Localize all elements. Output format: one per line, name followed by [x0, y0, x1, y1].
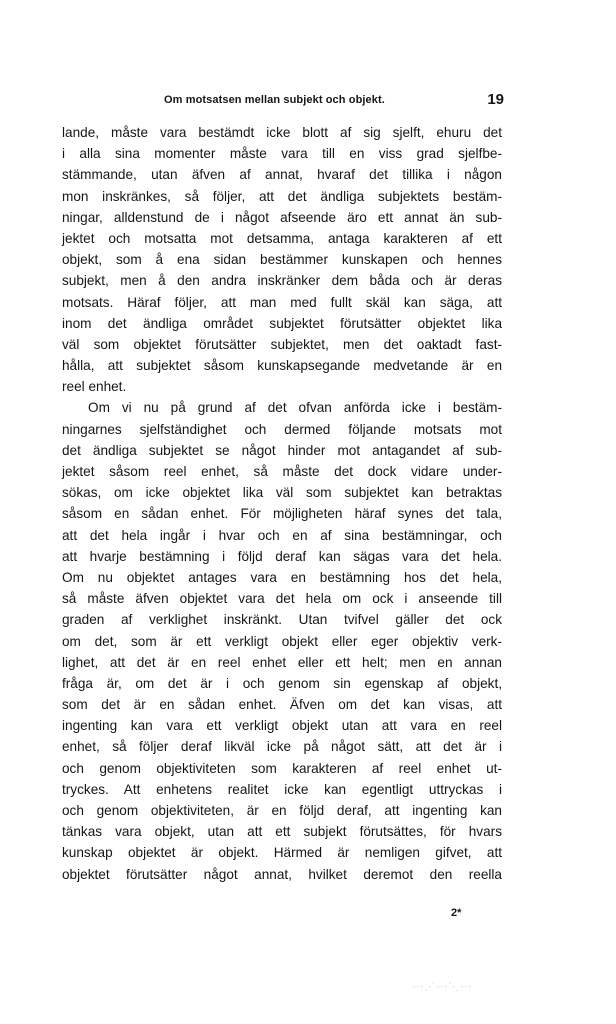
page-number: 19 [487, 91, 504, 108]
running-title: Om motsatsen mellan subjekt och objekt. [164, 94, 385, 106]
text-line: ingenting kan vara ett verkligt objekt utan att vara en reel [62, 718, 502, 734]
paragraph-1 [62, 122, 502, 397]
text-line: hålla, att subjektet såsom kunskapsegande medvetande är en [62, 358, 502, 374]
running-head [164, 91, 504, 111]
text-line: om det, som är ett verkligt objekt eller eger objektiv verk- [62, 633, 502, 649]
text-line: tänkas vara objekt, utan att ett subjekt förutsättes, för hvars [62, 824, 502, 840]
text-line: Om vi nu på grund af det ofvan anförda icke i bestäm- [88, 400, 502, 416]
text-line: enhet, så följer deraf likväl icke på något sätt, att det är i [62, 739, 502, 755]
text-line: Om nu objektet antages vara en bestämning hos det hela, [62, 569, 502, 585]
text-line: reel enhet. [62, 379, 127, 395]
text-line: fråga är, om det är i och genom sin egenskap af objekt, [62, 675, 502, 691]
text-line: sökas, om icke objektet lika väl som subjektet kan betraktas [62, 485, 502, 501]
text-line: och genom objektiviteten som karakteren af reel enhet ut- [62, 760, 502, 776]
text-line: i alla sina momenter måste vara till en viss grad sjelfbe- [62, 146, 502, 162]
text-line: att det hela ingår i hvar och en af sina bestämningar, och [62, 527, 502, 543]
text-line: mon inskränkes, så följer, att det ändliga subjektets bestäm- [62, 188, 502, 204]
text-line: såsom en sådan enhet. För möjligheten häraf synes det tala, [62, 506, 502, 522]
paragraph-2 [62, 397, 502, 884]
text-line: väl som objektet förutsätter subjektet, men det oaktadt fast- [62, 336, 502, 352]
text-line: jektet och motsatta mot detsamma, antaga karakteren af ett [62, 230, 502, 246]
text-line: subjekt, men å den andra inskränker dem båda och är deras [62, 273, 502, 289]
text-line: lighet, att det är en reel enhet eller ett helt; men en annan [62, 654, 502, 670]
text-line: objektet förutsätter något annat, hvilket deremot den reella [62, 866, 502, 882]
scan-watermark: ⋯⋰⋯⋱⋯ [412, 981, 472, 993]
text-line: så måste äfven objektet vara det hela om ock i anseende till [62, 591, 502, 607]
text-line: jektet såsom reel enhet, så måste det dock vidare under- [62, 464, 502, 479]
text-line: ningar, alldenstund de i något afseende äro ett annat än sub- [62, 209, 502, 225]
text-line: objekt, som å ena sidan bestämmer kunskapen och hennes [62, 252, 502, 268]
text-line: kunskap objektet är objekt. Härmed är nemligen gifvet, att [62, 845, 502, 861]
text-line: stämmande, utan äfven af annat, hvaraf det tillika i någon [62, 167, 502, 183]
text-line: lande, måste vara bestämdt icke blott af sig sjelft, ehuru det [62, 125, 502, 140]
text-line: som det är en sådan enhet. Äfven om det kan visas, att [62, 697, 502, 713]
body-text [62, 122, 502, 885]
text-line: tryckes. Att enhetens realitet icke kan egentligt uttryckas i [62, 781, 502, 797]
text-line: ningarnes sjelfständighet och dermed följande motsats mot [62, 421, 502, 437]
text-line: graden af verklighet inskränkt. Utan tvifvel gäller det ock [62, 612, 502, 628]
text-line: det ändliga subjektet se något hinder mot antagandet af sub- [62, 442, 502, 458]
text-line: att hvarje bestämning i följd deraf kan sägas vara det hela. [62, 548, 502, 564]
signature-mark: 2* [451, 907, 462, 919]
text-line: motsats. Häraf följer, att man med fullt skäl kan säga, att [62, 294, 502, 310]
text-line: och genom objektiviteten, är en följd deraf, att ingenting kan [62, 803, 502, 818]
text-line: inom det ändliga området subjektet förutsätter objektet lika [62, 315, 502, 331]
